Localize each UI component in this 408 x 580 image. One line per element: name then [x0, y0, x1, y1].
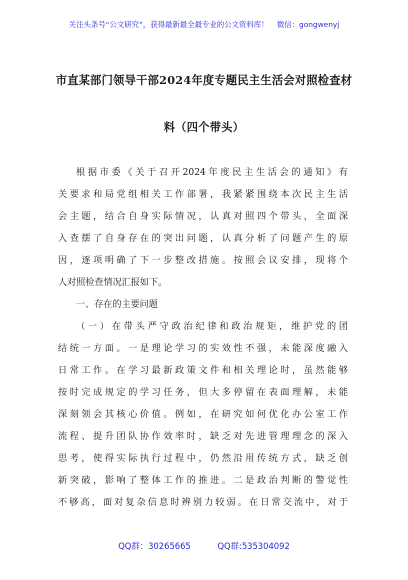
body-line: 新突破，影响了整体工作的推进。二是政治判断的警觉性 — [58, 476, 348, 486]
document-title-line-1: 市直某部门领导干部2024年度专题民主生活会对照检查材 — [55, 73, 353, 87]
body-line: 结统一方面。一是理论学习的实效性不强，未能深度融入 — [58, 344, 348, 354]
body-line: 不够高，面对复杂信息时辨别力较弱。在日常交流中，对于 — [58, 498, 348, 508]
banner-promo-text: 关注头条号“公文研究”，获得最新最全最专业的公文资料库！ — [68, 20, 269, 29]
subsection-heading: （一）在带头严守政治纪律和政治规矩，维护党的团 — [76, 322, 348, 332]
body-line: 按时完成规定的学习任务，但大多停留在表面理解，未能 — [58, 388, 348, 398]
qq-group-footer — [0, 540, 408, 552]
body-line: 流程、提升团队协作效率时，缺乏对先进管理理念的深入 — [58, 432, 348, 442]
qq-group-2: QQ群:535304092 — [217, 541, 290, 551]
body-line: 入查摆了自身存在的突出问题，认真分析了问题产生的原 — [58, 234, 348, 244]
promo-banner — [0, 19, 408, 30]
body-line: 会主题，结合自身实际情况，认真对照四个带头，全面深 — [58, 212, 348, 222]
body-line: 人对照检查情况汇报如下。 — [58, 278, 168, 288]
body-line: 深刻领会其核心价值。例如，在研究如何优化办公室工作 — [58, 410, 348, 420]
body-line: 日常工作。在学习最新政策文件和相关理论时，虽然能够 — [58, 366, 348, 376]
body-line: 因，逐项明确了下一步整改措施。按照会议安排，现将个 — [58, 256, 348, 266]
qq-group-1: QQ群：30265665 — [118, 541, 191, 551]
body-line: 关要求和局党组相关工作部署，我紧紧围绕本次民主生活 — [58, 190, 348, 200]
banner-wechat-text: 微信：gongwenyj — [276, 20, 340, 29]
section-heading: 一、存在的主要问题 — [76, 300, 158, 310]
document-title-line-2: 料（四个带头） — [163, 120, 245, 134]
body-line: 思考，使得实际执行过程中，仍然沿用传统方式，缺乏创 — [58, 454, 348, 464]
body-line: 根据市委《关于召开2024年度民主生活会的通知》有 — [76, 168, 348, 178]
